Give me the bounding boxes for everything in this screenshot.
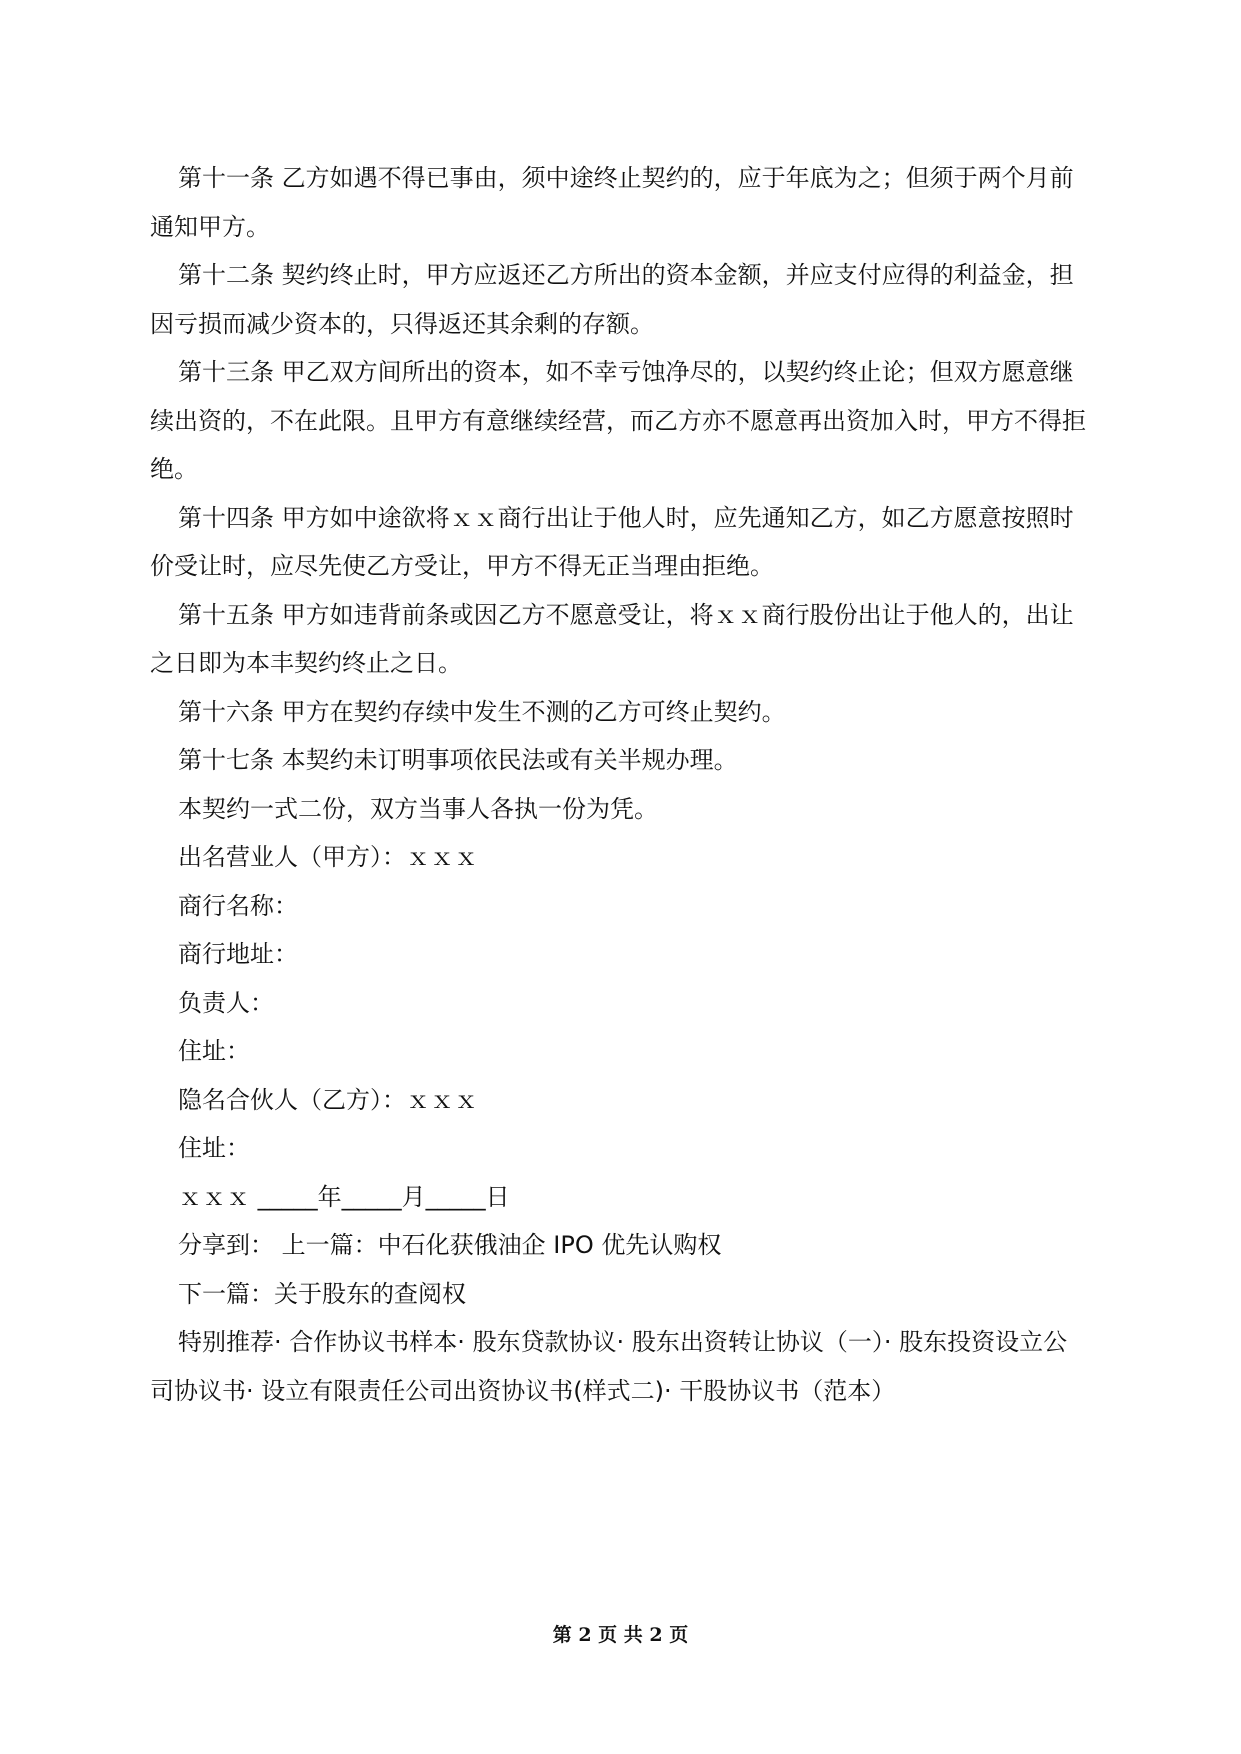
next-article-link[interactable]: 关于股东的查阅权 — [274, 1279, 466, 1308]
prev-label: 上一篇： — [281, 1231, 378, 1259]
page-number: 第 2 页 共 2 页 — [552, 1624, 689, 1646]
document-body — [150, 154, 1090, 1415]
clause-12: 第十二条 契约终止时，甲方应返还乙方所出的资本金额，并应支付应得的利益金，担因亏损而减少资本的，只得返还其余剩的存额。 — [150, 261, 1074, 338]
recommend-link[interactable]: 股东投资设立公司协议书· — [150, 1328, 1068, 1405]
person-in-charge-line: 负责人： — [178, 988, 274, 1017]
clause-14: 第十四条 甲方如中途欲将ｘｘ商行出让于他人时，应先通知乙方，如乙方愿意按照时价受让时，应尽先使乙方受让，甲方不得无正当理由拒绝。 — [150, 503, 1074, 580]
address-line-a: 住址： — [178, 1037, 250, 1065]
clause-15: 第十五条 甲方如违背前条或因乙方不愿意受让，将ｘｘ商行股份出让于他人的，出让之日即为本丰契约终止之日。 — [150, 600, 1074, 677]
clause-13: 第十三条 甲乙双方间所出的资本，如不幸亏蚀净尽的，以契约终止论；但双方愿意继续出资的，不在此限。且甲方有意继续经营，而乙方亦不愿意再出资加入时，甲方不得拒绝。 — [150, 358, 1086, 483]
party-b-line: 隐名合伙人（乙方）：ｘｘｘ — [178, 1085, 478, 1114]
clause-16: 第十六条 甲方在契约存续中发生不测的乙方可终止契约。 — [178, 697, 786, 726]
recommend-link[interactable]: 股东出资转让协议（一）· — [631, 1328, 892, 1356]
copies-statement: 本契约一式二份，双方当事人各执一份为凭。 — [178, 794, 658, 823]
address-line-b: 住址： — [178, 1134, 250, 1162]
recommend-line — [150, 1318, 1090, 1415]
party-a-line: 出名营业人（甲方）：ｘｘｘ — [178, 843, 478, 871]
recommend-link[interactable]: 设立有限责任公司出资协议书(样式二)· — [261, 1376, 672, 1405]
firm-address-line: 商行地址： — [178, 940, 298, 968]
clause-11: 第十一条 乙方如遇不得已事由，须中途终止契约的，应于年底为之；但须于两个月前通知甲方。 — [150, 164, 1074, 241]
prev-article-link[interactable]: 中石化获俄油企 IPO 优先认购权 — [377, 1231, 722, 1259]
next-nav-line — [150, 1270, 1090, 1319]
recommend-link[interactable]: 股东贷款协议· — [472, 1328, 625, 1356]
clause-17: 第十七条 本契约未订明事项依民法或有关半规办理。 — [178, 746, 738, 774]
recommend-link[interactable]: 干股协议书（范本） — [679, 1376, 896, 1405]
firm-name-line: 商行名称： — [178, 891, 298, 920]
next-label: 下一篇： — [178, 1279, 274, 1308]
recommend-link[interactable]: 合作协议书样本· — [289, 1328, 465, 1356]
share-label: 分享到： — [178, 1231, 274, 1259]
share-nav-line — [150, 1221, 1090, 1270]
recommend-label: 特别推荐· — [178, 1328, 282, 1356]
date-line: ｘｘｘ _____年_____月_____日 — [178, 1182, 510, 1211]
